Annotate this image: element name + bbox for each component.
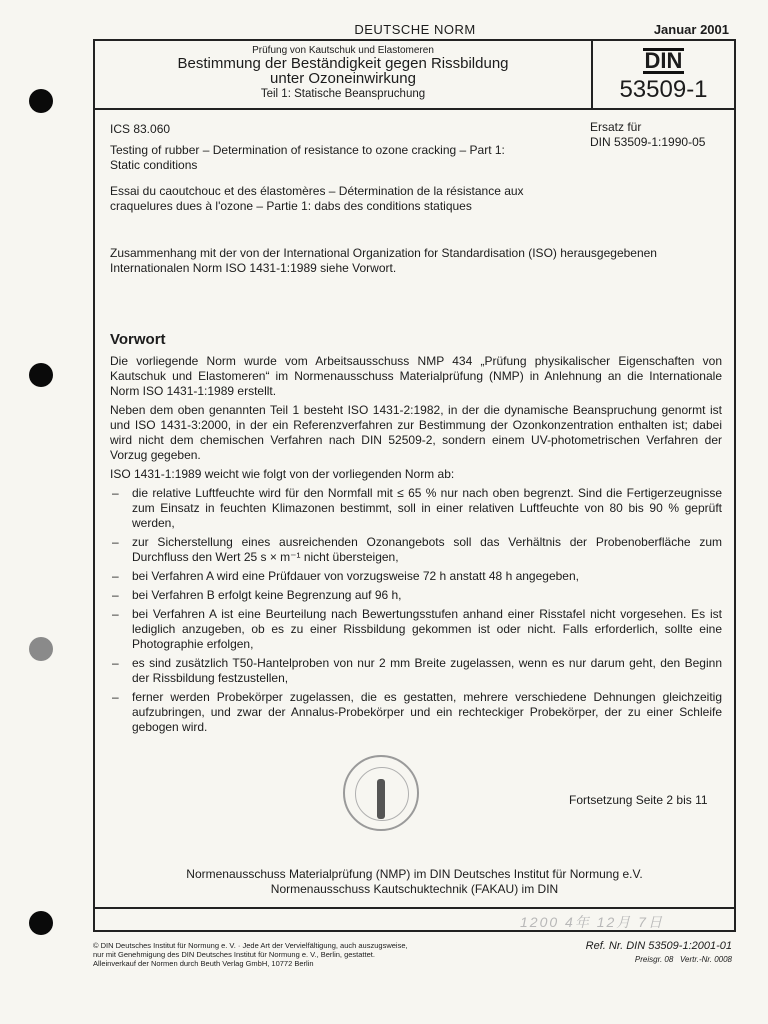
list-item (110, 588, 722, 603)
title-part: Teil 1: Statische Beanspruchung (260, 88, 426, 100)
list-dash: – (112, 535, 119, 549)
deviation-list (110, 486, 722, 735)
list-item-text: es sind zusätzlich T50-Hantelproben von nur 2 mm Breite zugelassen, wenn es nur darum geht, den Beginn der Rissbildung festzustellen, (132, 656, 722, 685)
title-center (95, 41, 593, 108)
punch-hole (29, 89, 53, 113)
list-item (110, 535, 722, 565)
reference-number: Ref. Nr. DIN 53509-1:2001-01 (585, 940, 732, 952)
list-item (110, 656, 722, 686)
committee-line1: Normenausschuss Materialprüfung (NMP) im DIN Deutsches Institut für Normung e.V. (186, 867, 643, 881)
received-stamp: 1200 4年 12月 7日 (520, 914, 664, 930)
punch-hole (29, 637, 53, 661)
title-main-1: Bestimmung der Beständigkeit gegen Rissbildung (177, 55, 509, 72)
list-dash: – (112, 607, 119, 621)
vertriebs-nr: Vertr.-Nr. 0008 (679, 955, 732, 964)
ics-code: ICS 83.060 (110, 122, 171, 136)
list-item-text: bei Verfahren B erfolgt keine Begrenzung auf 96 h, (132, 588, 402, 602)
list-dash: – (112, 569, 119, 583)
list-item (110, 569, 722, 584)
committee-footer (95, 867, 734, 897)
list-item-text: bei Verfahren A ist eine Beurteilung nach Bewertungsstufen anhand einer Risstafel nicht vorgesehen. Es ist lediglich anzugeben, ob es zu einer Rissbildung gekommen ist oder nicht. Falls erforderlich, sollte eine Photographie erfolgen, (132, 607, 722, 651)
vorwort-paragraph: Neben dem oben genannten Teil 1 besteht ISO 1431-2:1982, in der die dynamische Beanspruchung genormt ist und ISO 1431-3:2000, in der ein Referenzverfahren zur Bestimmung der Ozonkonzentration enthalten ist; dabei wird nicht dem chemischen Verfahren nach DIN 52509-2, sondern einem UV-photometrischen Verfahren der Vorzug gegeben. (110, 403, 722, 462)
list-item-text: zur Sicherstellung eines ausreichenden Ozonangebots soll das Verhältnis der Probenoberfläche zum Durchfluss den Wert 25 s × m⁻¹ nicht übersteigen, (132, 535, 722, 564)
vorwort-paragraph: ISO 1431-1:1989 weicht wie folgt von der vorliegenden Norm ab: (110, 467, 455, 481)
list-dash: – (112, 656, 119, 670)
punch-hole (29, 363, 53, 387)
din-box (593, 41, 734, 108)
din-logo: DIN (644, 48, 683, 73)
list-item-text: bei Verfahren A wird eine Prüfdauer von vorzugsweise 72 h anstatt 48 h angegeben, (132, 569, 579, 583)
list-item-text: ferner werden Probekörper zugelassen, die es gestatten, mehrere verschiedene Dehnungen gleichzeitig aufzubringen, und zwar der Annalus-Probekörper und ein rechteckiger Probekörper, der zu einer Schleife gebogen wird. (132, 690, 722, 734)
page-frame (93, 39, 736, 932)
list-dash: – (112, 486, 119, 500)
punch-hole (29, 911, 53, 935)
title-main-2: unter Ozoneinwirkung (270, 70, 416, 87)
title-block (95, 41, 734, 110)
iso-relation-note: Zusammenhang mit der von der International Organization for Standardisation (ISO) herausgegebenen Internationalen Norm ISO 1431-1:1989 siehe Vorwort. (110, 246, 657, 275)
bottom-rule (95, 907, 734, 909)
title-english: Testing of rubber – Determination of resistance to ozone cracking – Part 1: Static conditions (110, 143, 505, 172)
list-dash: – (112, 588, 119, 602)
list-item-text: die relative Luftfeuchte wird für den Normfall mit ≤ 65 % nur nach oben begrenzt. Sind die Fertigerzeugnisse zum Einsatz in feuchten Klimazonen bestimmt, soll in einer relativen Luftfeuchte von 80 bis 90 % geprüft werden, (132, 486, 722, 530)
list-item (110, 690, 722, 735)
preisgruppe: Preisgr. 08 (634, 955, 674, 964)
committee-line2: Normenausschuss Kautschuktechnik (FAKAU) im DIN (270, 882, 559, 896)
copyright-line: © DIN Deutsches Institut für Normung e. V. · Jede Art der Vervielfältigung, auch auszugsweise, (93, 941, 408, 950)
din-number: 53509-1 (619, 76, 708, 103)
copyright-line: Alleinverkauf der Normen durch Beuth Verlag GmbH, 10772 Berlin (93, 959, 314, 968)
copyright-notice (93, 941, 533, 968)
stamp-emblem (377, 779, 385, 819)
ersatz-fuer (590, 120, 705, 150)
title-french: Essai du caoutchouc et des élastomères – Détermination de la résistance aux craquelures dues à l'ozone – Partie 1: dabs des conditions statiques (110, 184, 524, 213)
copyright-line: nur mit Genehmigung des DIN Deutsches Institut für Normung e. V., Berlin, gestattet. (93, 950, 375, 959)
list-item (110, 607, 722, 652)
library-stamp (343, 755, 419, 831)
title-topic: Prüfung von Kautschuk und Elastomeren (252, 45, 434, 56)
price-group (635, 955, 732, 964)
vorwort-heading: Vorwort (110, 331, 166, 348)
list-dash: – (112, 690, 119, 704)
norm-label: DEUTSCHE NORM (354, 22, 476, 37)
ersatz-line1: Ersatz für (590, 120, 642, 134)
issue-date: Januar 2001 (653, 22, 729, 37)
continuation-note: Fortsetzung Seite 2 bis 11 (569, 793, 708, 807)
vorwort-body (110, 354, 722, 739)
top-header (95, 22, 735, 38)
vorwort-paragraph: Die vorliegende Norm wurde vom Arbeitsausschuss NMP 434 „Prüfung physikalischer Eigenschaften von Kautschuk und Elastomeren“ im Normenausschuss Materialprüfung (NMP) in Anlehnung an die Internationale Norm ISO 1431-1:1989 erstellt. (110, 354, 722, 398)
list-item (110, 486, 722, 531)
ersatz-line2: DIN 53509-1:1990-05 (590, 135, 706, 149)
